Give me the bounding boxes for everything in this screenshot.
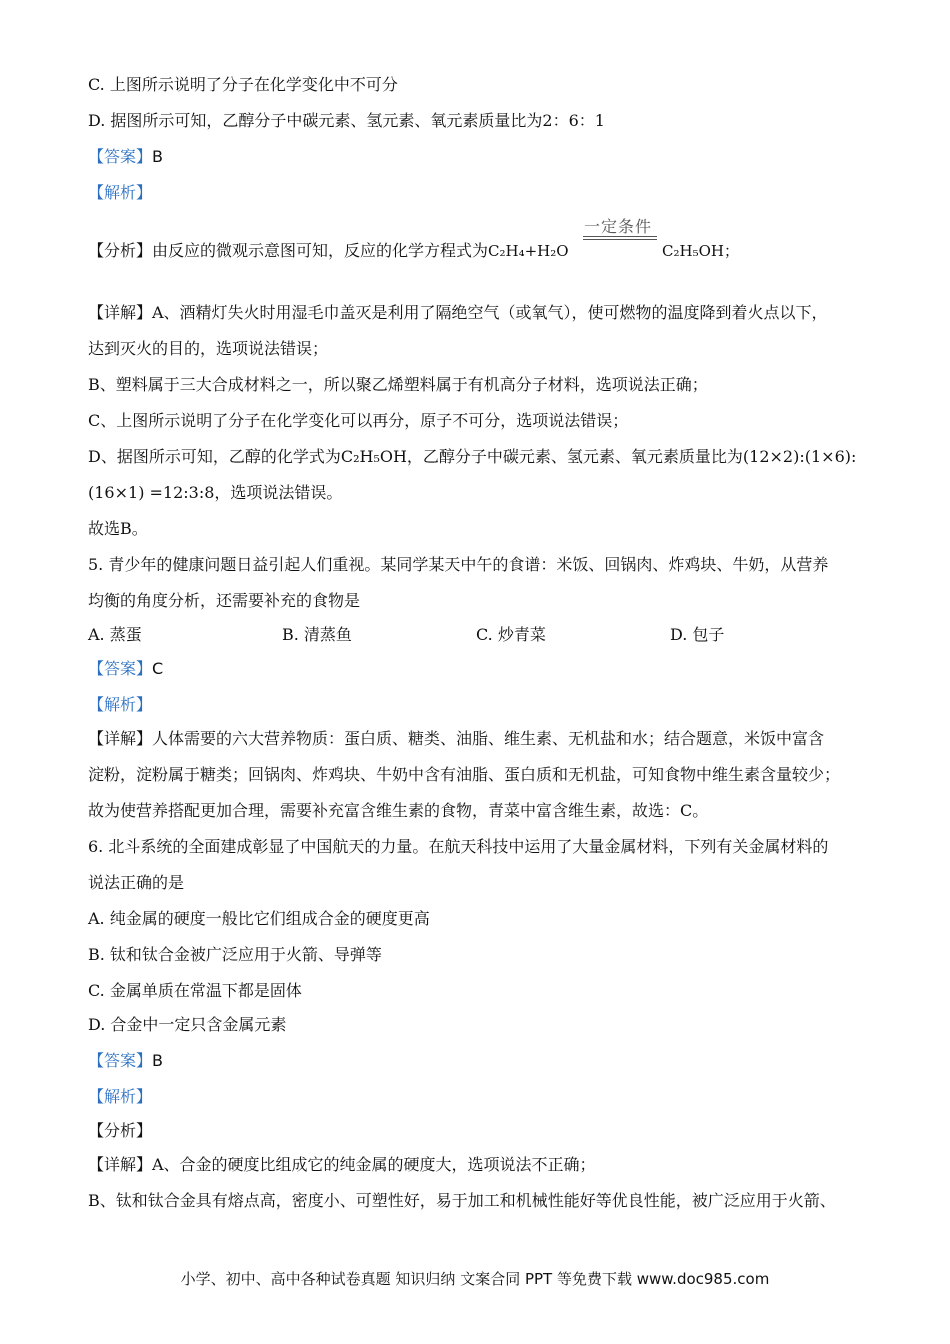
q5-option-a: A. 蒸蛋 bbox=[88, 625, 142, 644]
answer-line bbox=[88, 146, 163, 168]
detail-d-text: D、据图所示可知，乙醇的化学式为C₂H₅OH，乙醇分子中碳元素、氢元素、氧元素质量比为(12×2):(1×6): bbox=[88, 447, 857, 466]
page-footer: 小学、初中、高中各种试卷真题 知识归纳 文案合同 PPT 等免费下载 www.doc985.com bbox=[180, 1270, 770, 1288]
answer-line bbox=[88, 658, 163, 680]
question-5-cont: 均衡的角度分析，还需要补充的食物是 bbox=[88, 591, 361, 610]
option-d-text: D. 据图所示可知，乙醇分子中碳元素、氢元素、氧元素质量比为2：6：1 bbox=[88, 111, 605, 130]
analysis-tag: 【解析】 bbox=[88, 183, 153, 202]
equation-line bbox=[88, 240, 569, 262]
answer-value: B bbox=[152, 1051, 163, 1070]
detail-a-text: 【详解】A、酒精灯失火时用湿毛巾盖灭是利用了隔绝空气（或氧气），使可燃物的温度降到着火点以下， bbox=[88, 303, 828, 322]
answer-tag: 【答案】 bbox=[88, 147, 153, 166]
answer-value: C bbox=[152, 659, 164, 678]
equation-condition: 一定条件 bbox=[584, 217, 653, 236]
q6-option-b: B. 钛和钛合金被广泛应用于火箭、导弹等 bbox=[88, 945, 382, 964]
q5-option-b: B. 清蒸鱼 bbox=[282, 625, 352, 644]
q6-detail-a: 【详解】A、合金的硬度比组成它的纯金属的硬度大，选项说法不正确； bbox=[88, 1155, 596, 1174]
analysis-tag: 【解析】 bbox=[88, 1087, 153, 1106]
q5-option-c: C. 炒青菜 bbox=[476, 625, 546, 644]
question-6-cont: 说法正确的是 bbox=[88, 873, 185, 892]
detail-a-cont: 达到灭火的目的，选项说法错误； bbox=[88, 339, 329, 358]
equation-reactants: C₂H₄+H₂O bbox=[488, 242, 569, 260]
equation-product: C₂H₅OH； bbox=[662, 242, 739, 260]
answer-value: B bbox=[152, 147, 163, 166]
analysis-tag: 【解析】 bbox=[88, 695, 153, 714]
q5-option-d: D. 包子 bbox=[670, 625, 725, 644]
equation-bar-bottom bbox=[583, 239, 657, 240]
answer-tag: 【答案】 bbox=[88, 1051, 153, 1070]
q5-detail-text: 【详解】人体需要的六大营养物质：蛋白质、糖类、油脂、维生素、无机盐和水；结合题意，米饭中富含 bbox=[88, 729, 825, 748]
detail-c-text: C、上图所示说明了分子在化学变化可以再分，原子不可分，选项说法错误； bbox=[88, 411, 629, 430]
detail-d-cont: (16×1) =12:3:8，选项说法错误。 bbox=[88, 483, 343, 502]
answer-line bbox=[88, 1050, 163, 1072]
q6-option-a: A. 纯金属的硬度一般比它们组成合金的硬度更高 bbox=[88, 909, 430, 928]
analysis-label: 【分析】 bbox=[88, 1121, 153, 1140]
question-6-text: 6. 北斗系统的全面建成彰显了中国航天的力量。在航天科技中运用了大量金属材料，下列有关金属材料的 bbox=[88, 837, 829, 856]
q5-detail-cont-2: 故为使营养搭配更加合理，需要补充富含维生素的食物，青菜中富含维生素，故选：C。 bbox=[88, 801, 709, 820]
conclusion-text: 故选B。 bbox=[88, 519, 148, 538]
answer-tag: 【答案】 bbox=[88, 659, 153, 678]
q6-detail-b: B、钛和钛合金具有熔点高，密度小、可塑性好，易于加工和机械性能好等优良性能，被广泛应用于火箭、 bbox=[88, 1191, 836, 1210]
option-c-text: C. 上图所示说明了分子在化学变化中不可分 bbox=[88, 75, 398, 94]
question-5-text: 5. 青少年的健康问题日益引起人们重视。某同学某天中午的食谱：米饭、回锅肉、炸鸡块、牛奶，从营养 bbox=[88, 555, 829, 574]
equation-intro: 【分析】由反应的微观示意图可知，反应的化学方程式为 bbox=[88, 241, 489, 260]
q5-detail-cont-1: 淀粉，淀粉属于糖类；回锅肉、炸鸡块、牛奶中含有油脂、蛋白质和无机盐，可知食物中维生素含量较少； bbox=[88, 765, 841, 784]
equation-bar-top bbox=[583, 236, 657, 237]
detail-b-text: B、塑料属于三大合成材料之一，所以聚乙烯塑料属于有机高分子材料，选项说法正确； bbox=[88, 375, 708, 394]
q6-option-c: C. 金属单质在常温下都是固体 bbox=[88, 981, 302, 1000]
q6-option-d: D. 合金中一定只含金属元素 bbox=[88, 1015, 287, 1034]
